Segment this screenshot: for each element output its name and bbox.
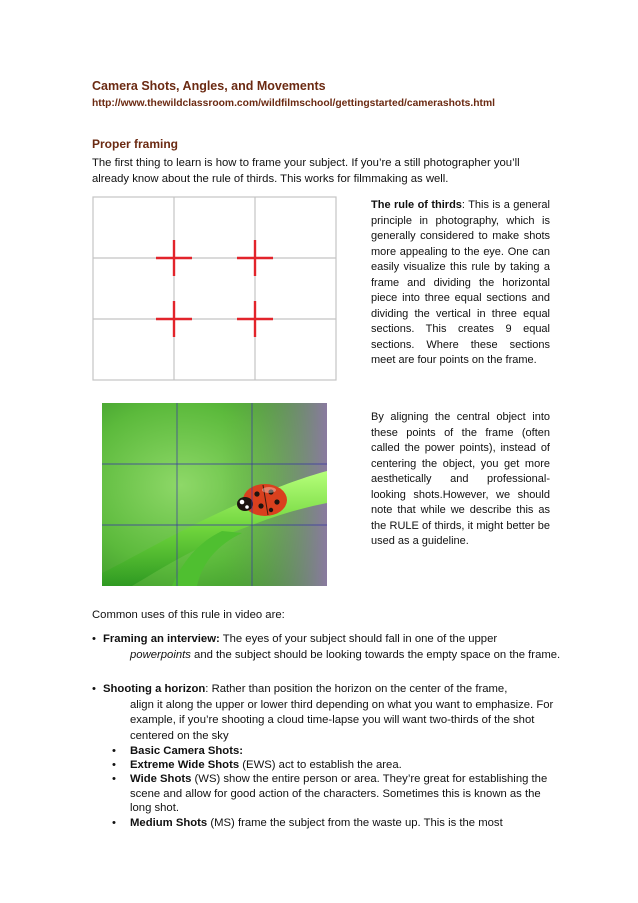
bullet-label: Framing an interview: bbox=[103, 633, 220, 645]
rule-of-thirds-diagram bbox=[92, 196, 337, 381]
bullet-text: align it along the upper or lower third depending on what you want to emphasize. For example, if you’re shooting a cloud time-lapse you will want two-thirds of the shot centered on the sky bbox=[130, 698, 554, 742]
rule-text: : This is a general principle in photography, which is generally considered to make shots more appealing to the eye. One can easily visualize this rule by taking a frame and dividing the horizontal piece into three equal sections and dividing the vertical in three equal sections. This creates 9 equal sections. Where these sections meet are four points on the frame. bbox=[371, 199, 550, 366]
bullet-framing-interview bbox=[92, 632, 562, 663]
shot-text: (MS) frame the subject from the waste up. This is the most bbox=[207, 817, 503, 829]
bullet-mark: • bbox=[112, 745, 116, 757]
bullet-shooting-horizon bbox=[92, 682, 562, 744]
section-heading-framing: Proper framing bbox=[92, 137, 179, 151]
rule-label: The rule of thirds bbox=[371, 199, 462, 211]
bullet-text: and the subject should be looking towards the empty space on the frame. bbox=[190, 648, 561, 661]
shot-label: Wide Shots bbox=[130, 773, 192, 785]
bullet-label: Shooting a horizon bbox=[103, 683, 206, 695]
rule-of-thirds-paragraph bbox=[371, 198, 550, 369]
shots-heading-item bbox=[112, 744, 562, 759]
shots-heading: Basic Camera Shots: bbox=[130, 745, 244, 757]
framing-intro: The first thing to learn is how to frame your subject. If you’re a still photographer you’ll already know about the rule of thirds. This works for filmmaking as well. bbox=[92, 157, 520, 185]
shot-item-wide bbox=[112, 772, 562, 816]
bullet-mark: • bbox=[112, 773, 116, 785]
bullet-mark: • bbox=[112, 759, 116, 771]
ladybug-photo bbox=[102, 403, 327, 586]
power-points-paragraph: By aligning the central object into these points of the frame (often called the power points), instead of centering the object, you get more aesthetically and professional-looking shots.However, we should note that while we describe this as the RULE of thirds, it might better be used as a guideline. bbox=[371, 411, 550, 547]
shot-item-extreme-wide bbox=[112, 758, 562, 773]
source-url: http://www.thewildclassroom.com/wildfilmschool/gettingstarted/camerashots.html bbox=[92, 98, 495, 109]
bullet-mark: • bbox=[92, 633, 96, 645]
shot-text: (EWS) act to establish the area. bbox=[239, 759, 402, 771]
bullet-italic-term: powerpoints bbox=[130, 648, 191, 661]
page-title: Camera Shots, Angles, and Movements bbox=[92, 79, 326, 93]
bullet-text: The eyes of your subject should fall in one of the upper bbox=[219, 633, 498, 645]
bullet-mark: • bbox=[92, 683, 96, 695]
common-uses-intro: Common uses of this rule in video are: bbox=[92, 609, 285, 621]
shot-text: (WS) show the entire person or area. They’re great for establishing the scene and allow for good action of the characters. Sometimes this is known as the long shot. bbox=[130, 773, 548, 814]
bullet-text: : Rather than position the horizon on the center of the frame, bbox=[205, 683, 508, 695]
shot-item-medium bbox=[112, 816, 562, 831]
bullet-mark: • bbox=[112, 817, 116, 829]
shot-label: Extreme Wide Shots bbox=[130, 759, 240, 771]
shot-label: Medium Shots bbox=[130, 817, 208, 829]
